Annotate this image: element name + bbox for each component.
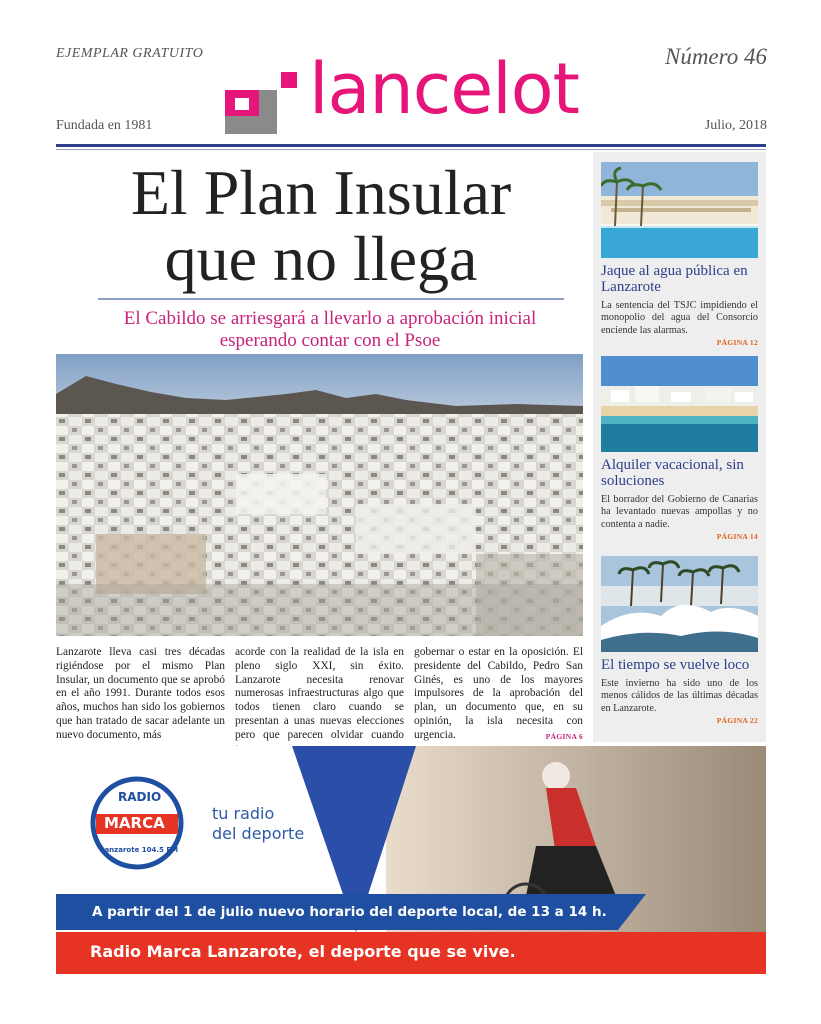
masthead-logo: [225, 50, 605, 140]
lead-body: [56, 646, 583, 742]
issue-number: Número 46: [664, 44, 767, 69]
sidebar-title: Alquiler vacacional, sin soluciones: [601, 457, 744, 489]
sidebar-photo-waves: [601, 556, 758, 652]
issue-date: Julio, 2018: [704, 118, 767, 133]
tagline-line: tu radio: [212, 804, 275, 823]
ad-tagline: [212, 804, 304, 844]
radio-marca-ad[interactable]: [56, 746, 766, 974]
radio-logo-top: RADIO: [118, 790, 162, 804]
sidebar-page-ref[interactable]: PÁGINA 14: [716, 532, 758, 542]
subhead-line: El Cabildo se arriesgará a llevarlo a aprobación inicial: [123, 308, 537, 329]
headline-line: El Plan Insular: [130, 157, 512, 228]
free-copy-label: EJEMPLAR GRATUITO: [56, 46, 204, 61]
sidebar-page-ref[interactable]: PÁGINA 22: [716, 716, 758, 726]
tagline-line: del deporte: [212, 824, 305, 843]
headline-line: que no llega: [164, 223, 478, 294]
radio-logo-brand: MARCA: [104, 814, 165, 832]
sidebar-story-weather[interactable]: [601, 556, 758, 725]
ad-schedule-text: A partir del 1 de julio nuevo horario del deporte local, de 13 a 14 h.: [92, 904, 607, 920]
lead-subhead: [70, 308, 590, 352]
masthead-rule-thin: [56, 149, 766, 150]
masthead-rule: [56, 144, 766, 147]
sidebar: [593, 152, 766, 742]
lead-photo-city: [56, 354, 583, 636]
sidebar-page-ref[interactable]: PÁGINA 12: [716, 338, 758, 348]
sidebar-story-water[interactable]: [601, 162, 758, 347]
headline-rule: [98, 298, 564, 300]
logo-wordmark: lancelot: [309, 48, 579, 130]
sidebar-text: La sentencia del TSJC impidiendo el monopolio del agua del Consorcio enciende las alarmas.: [601, 300, 758, 336]
sidebar-photo-beach: [601, 356, 758, 452]
sidebar-text: Este invierno ha sido uno de los menos cálidos de las últimas décadas en Lanzarote.: [601, 678, 758, 714]
sidebar-story-rental[interactable]: [601, 356, 758, 541]
logo-mark-icon: [225, 72, 297, 134]
lead-page-ref[interactable]: PÁGINA 6: [545, 732, 583, 741]
founded-label: Fundada en 1981: [56, 118, 153, 133]
city-photo-illustration: [56, 354, 583, 636]
lead-column: Lanzarote lleva casi tres décadas rigiéndose por el mismo Plan Insular, un documento que se aprobó en el año 1991. Durante todos esos años, muchos han sido los gobiernos que han tratado de sacar adelante un nuevo documento, más: [56, 646, 225, 741]
lead-column: gobernar o estar en la oposición. El presidente del Cabildo, Pedro San Ginés, es uno de los mayores impulsores de la aprobación del plan, un documento que, en su opinión, la isla necesita con urgencia.: [414, 646, 583, 741]
radio-logo-freq: Lanzarote 104.5 FM: [100, 846, 179, 854]
sidebar-title: Jaque al agua pública en Lanzarote: [601, 263, 748, 295]
lead-headline: [56, 157, 586, 294]
ad-slogan-text: Radio Marca Lanzarote, el deporte que se vive.: [90, 942, 516, 961]
lead-column: acorde con la realidad de la isla en pleno siglo XXI, sin éxito. Lanzarote necesita renovar numerosas infraestructuras algo que todos tienen claro cuando se presentan a unas nuevas elecciones pero que parecen olvidar cuando: [235, 646, 404, 741]
subhead-line: esperando contar con el Psoe: [219, 330, 441, 351]
sidebar-text: El borrador del Gobierno de Canarias ha levantado nuevas ampollas y no contenta a nadie.: [601, 494, 758, 530]
sidebar-photo-pool: [601, 162, 758, 258]
sidebar-title: El tiempo se vuelve loco: [601, 657, 750, 673]
